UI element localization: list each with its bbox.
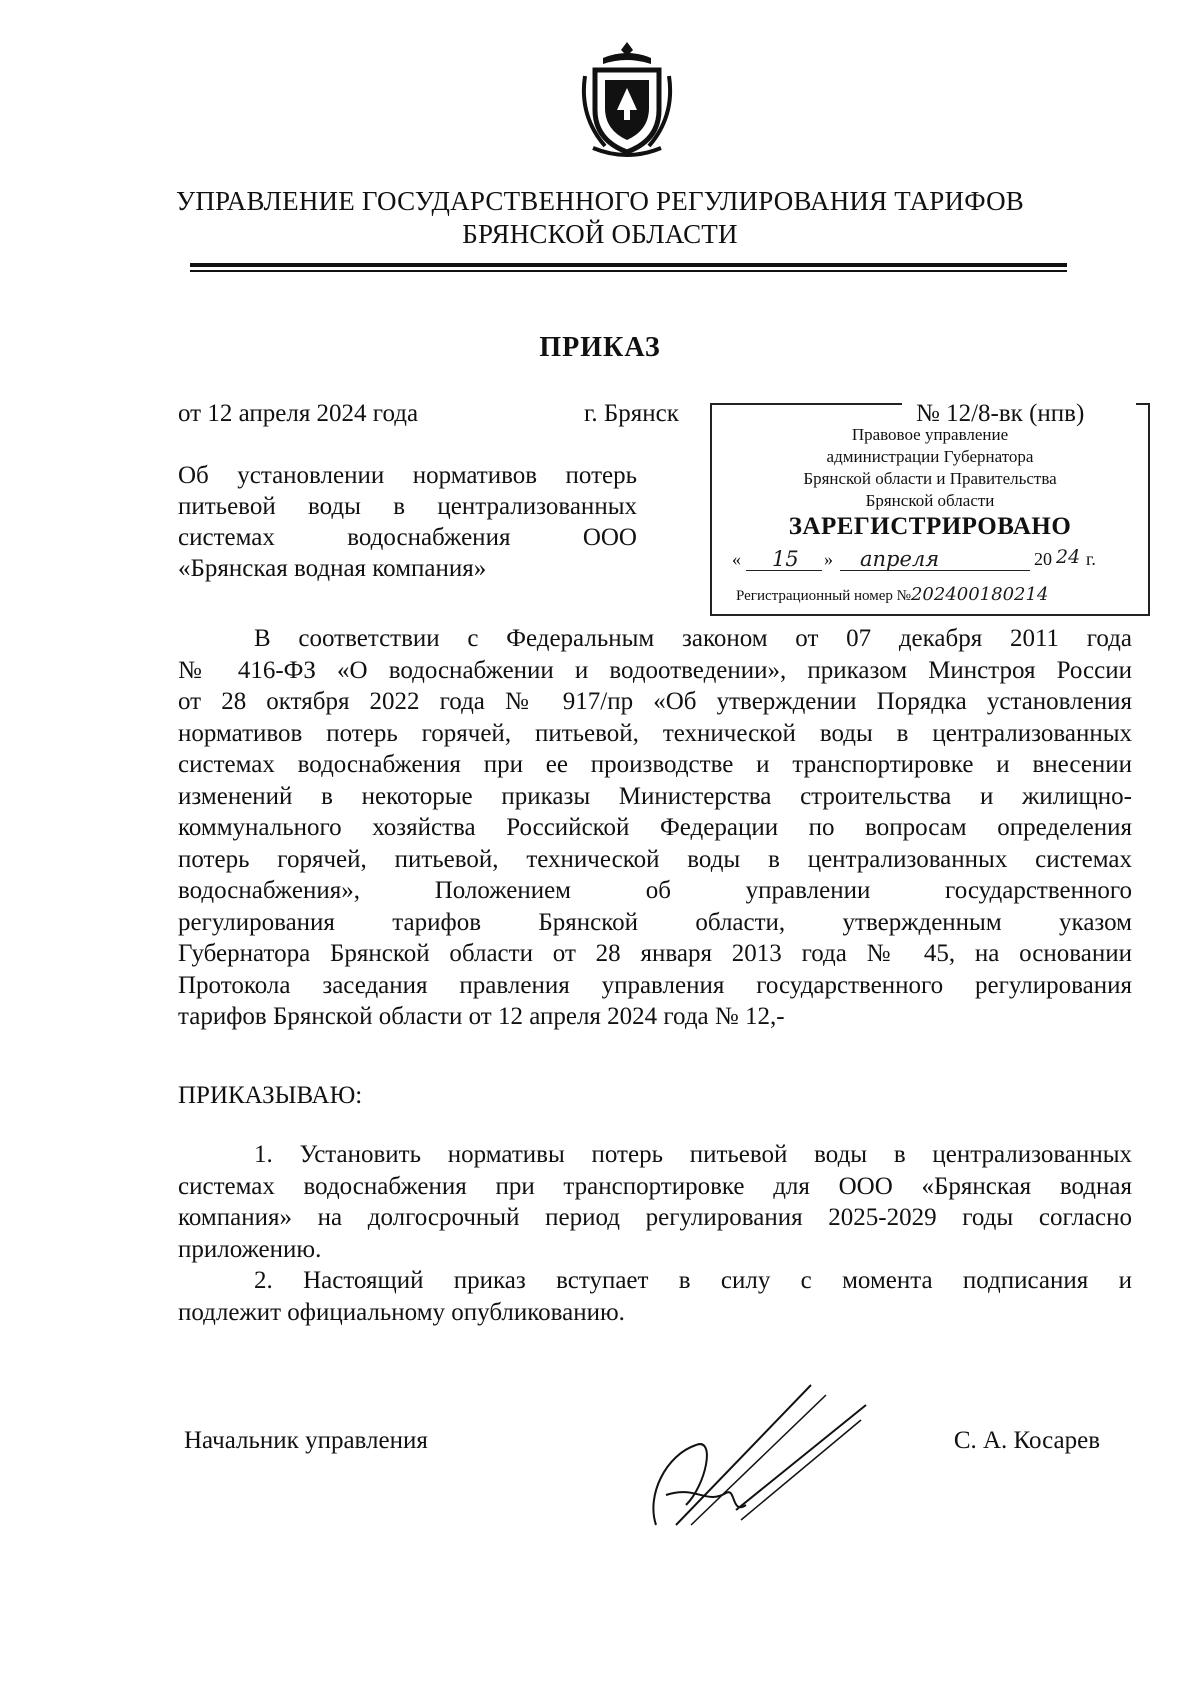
stamp-line: администрации Губернатора bbox=[826, 447, 1034, 466]
document-subject bbox=[178, 460, 637, 584]
stamp-month: апреля bbox=[860, 547, 940, 571]
item-line: подлежит официальному опубликованию. bbox=[178, 1298, 625, 1326]
body-line: нормативов потерь горячей, питьевой, технической воды в централизованных bbox=[178, 719, 1132, 747]
signatory-name: С. А. Косарев bbox=[953, 1427, 1100, 1454]
coat-of-arms-icon bbox=[575, 36, 679, 160]
stamp-year-prefix: 20 bbox=[1034, 549, 1052, 569]
stamp-regno-label: Регистрационный номер № bbox=[736, 588, 911, 604]
subject-line: системах водоснабжения ООО bbox=[178, 524, 637, 551]
body-line: № 416-ФЗ «О водоснабжении и водоотведении», приказом Минстроя России bbox=[178, 656, 1132, 684]
stamp-border-top-right bbox=[1136, 403, 1150, 405]
body-line: системах водоснабжения при ее производстве и транспортировке и внесении bbox=[178, 751, 1132, 778]
stamp-line: Брянской области bbox=[865, 491, 995, 510]
item-line: 2. Настоящий приказ вступает в силу с момента подписания и bbox=[254, 1267, 1132, 1294]
stamp-year-suffix: 24 bbox=[1056, 546, 1081, 568]
body-line: потерь горячей, питьевой, технической воды в централизованных системах bbox=[178, 845, 1132, 873]
item-line: 1. Установить нормативы потерь питьевой воды в централизованных bbox=[254, 1141, 1132, 1168]
body-line: Губернатора Брянской области от 28 января 2013 года № 45, на основании bbox=[178, 940, 1132, 967]
document-title: ПРИКАЗ bbox=[539, 332, 661, 363]
subject-line: «Брянская водная компания» bbox=[178, 555, 487, 582]
item-line: приложению. bbox=[178, 1235, 322, 1263]
stamp-date: « 15 » апреля 20 24 г. bbox=[732, 546, 1096, 571]
document-body bbox=[178, 623, 1132, 1033]
body-line: Протокола заседания правления управления государственного регулирования bbox=[178, 971, 1132, 999]
signatory-position: Начальник управления bbox=[184, 1427, 428, 1454]
document-date: от 12 апреля 2024 года bbox=[178, 400, 419, 427]
subject-line: Об установлении нормативов потерь bbox=[178, 462, 637, 489]
header-rule-thin bbox=[190, 270, 1067, 272]
stamp-regno bbox=[736, 584, 1048, 607]
body-line: изменений в некоторые приказы Министерства строительства и жилищно- bbox=[178, 782, 1132, 810]
body-line: коммунального хозяйства Российской Федерации по вопросам определения bbox=[178, 814, 1132, 841]
stamp-border-top-left bbox=[710, 403, 902, 405]
stamp-registered: ЗАРЕГИСТРИРОВАНО bbox=[788, 513, 1072, 540]
header-rule-thick bbox=[190, 263, 1067, 267]
document-city: г. Брянск bbox=[584, 400, 679, 427]
ordered-label: ПРИКАЗЫВАЮ: bbox=[178, 1082, 363, 1109]
body-line: водоснабжения», Положением об управлении государственного bbox=[178, 877, 1132, 904]
body-line: регулирования тарифов Брянской области, утвержденным указом bbox=[178, 908, 1132, 936]
stamp-line: Брянской области и Правительства bbox=[803, 469, 1057, 488]
registration-stamp bbox=[710, 404, 1150, 616]
stamp-line: Правовое управление bbox=[851, 425, 1009, 444]
handwritten-signature bbox=[636, 1375, 876, 1545]
item-line: системах водоснабжения при транспортировке для ООО «Брянская водная bbox=[178, 1172, 1132, 1200]
subject-line: питьевой воды в централизованных bbox=[178, 493, 637, 520]
body-line: В соответствии с Федеральным законом от 07 декабря 2011 года bbox=[254, 625, 1132, 652]
body-line: тарифов Брянской области от 12 апреля 2024 года № 12,- bbox=[178, 1003, 785, 1030]
stamp-year-unit: г. bbox=[1086, 549, 1096, 569]
org-name-line1: УПРАВЛЕНИЕ ГОСУДАРСТВЕННОГО РЕГУЛИРОВАНИЯ ТАРИФОВ bbox=[176, 186, 1024, 216]
order-items bbox=[178, 1139, 1132, 1328]
stamp-day: 15 bbox=[772, 547, 799, 571]
document-number: № 12/8-вк (нпв) bbox=[916, 400, 1085, 427]
item-line: компания» на долгосрочный период регулирования 2025-2029 годы согласно bbox=[178, 1204, 1132, 1231]
stamp-regno-value: 202400180214 bbox=[910, 584, 1049, 605]
org-name-line2: БРЯНСКОЙ ОБЛАСТИ bbox=[462, 219, 738, 249]
body-line: от 28 октября 2022 года № 917/пр «Об утверждении Порядка установления bbox=[178, 688, 1132, 715]
